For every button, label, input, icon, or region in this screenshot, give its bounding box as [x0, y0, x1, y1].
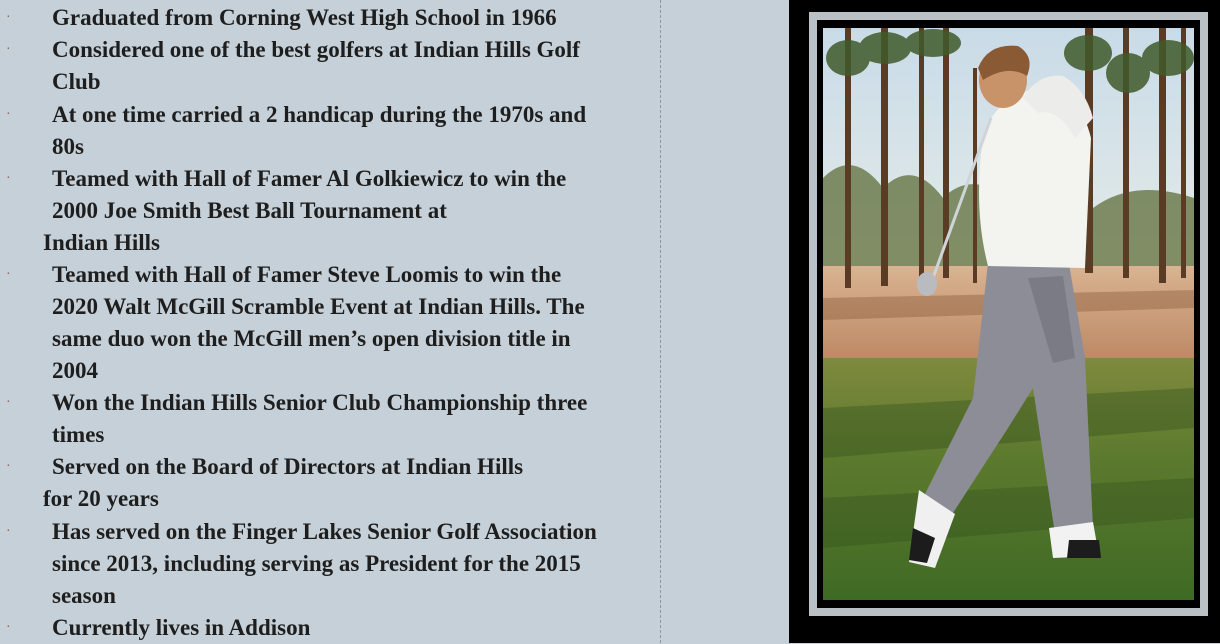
golfer-swing-illustration	[823, 28, 1194, 600]
bio-line: season	[52, 583, 116, 608]
bullet-icon: ·	[6, 459, 11, 474]
bullet-icon: ·	[6, 171, 11, 186]
bio-line: for 20 years	[43, 486, 159, 511]
bio-line: Has served on the Finger Lakes Senior Golf Association	[52, 519, 597, 544]
photo-mat	[809, 12, 1208, 616]
golfer-photo	[823, 28, 1194, 600]
column-divider	[660, 0, 661, 643]
bio-line: Indian Hills	[43, 230, 160, 255]
bio-line: since 2013, including serving as President for the 2015	[52, 551, 581, 576]
bio-line: 2020 Walt McGill Scramble Event at Indian Hills. The	[52, 294, 585, 319]
bio-line: 2004	[52, 358, 98, 383]
bio-line: 80s	[52, 134, 84, 159]
bio-line: times	[52, 422, 105, 447]
bio-line: Currently lives in Addison	[52, 615, 311, 640]
bio-line: Teamed with Hall of Famer Al Golkiewicz to win the	[52, 166, 567, 191]
bio-line: Served on the Board of Directors at Indian Hills	[52, 454, 524, 479]
bullet-icon: ·	[6, 620, 11, 635]
photo-frame	[789, 0, 1220, 643]
bio-line: same duo won the McGill men’s open division title in	[52, 326, 571, 351]
bio-line: At one time carried a 2 handicap during the 1970s and	[52, 102, 587, 127]
bullet-icon: ·	[6, 395, 11, 410]
bio-line: Club	[52, 69, 101, 94]
bullet-icon: ·	[6, 267, 11, 282]
bio-line: Considered one of the best golfers at Indian Hills Golf	[52, 37, 580, 62]
bio-line: Won the Indian Hills Senior Club Championship three	[52, 390, 588, 415]
bio-line: 2000 Joe Smith Best Ball Tournament at	[52, 198, 447, 223]
bio-line: Graduated from Corning West High School in 1966	[52, 5, 557, 30]
photo-border	[817, 20, 1200, 608]
bullet-icon: ·	[6, 10, 11, 25]
bullet-icon: ·	[6, 524, 11, 539]
bullet-icon: ·	[6, 107, 11, 122]
bullet-icon: ·	[6, 42, 11, 57]
bio-line: Teamed with Hall of Famer Steve Loomis to win the	[52, 262, 562, 287]
